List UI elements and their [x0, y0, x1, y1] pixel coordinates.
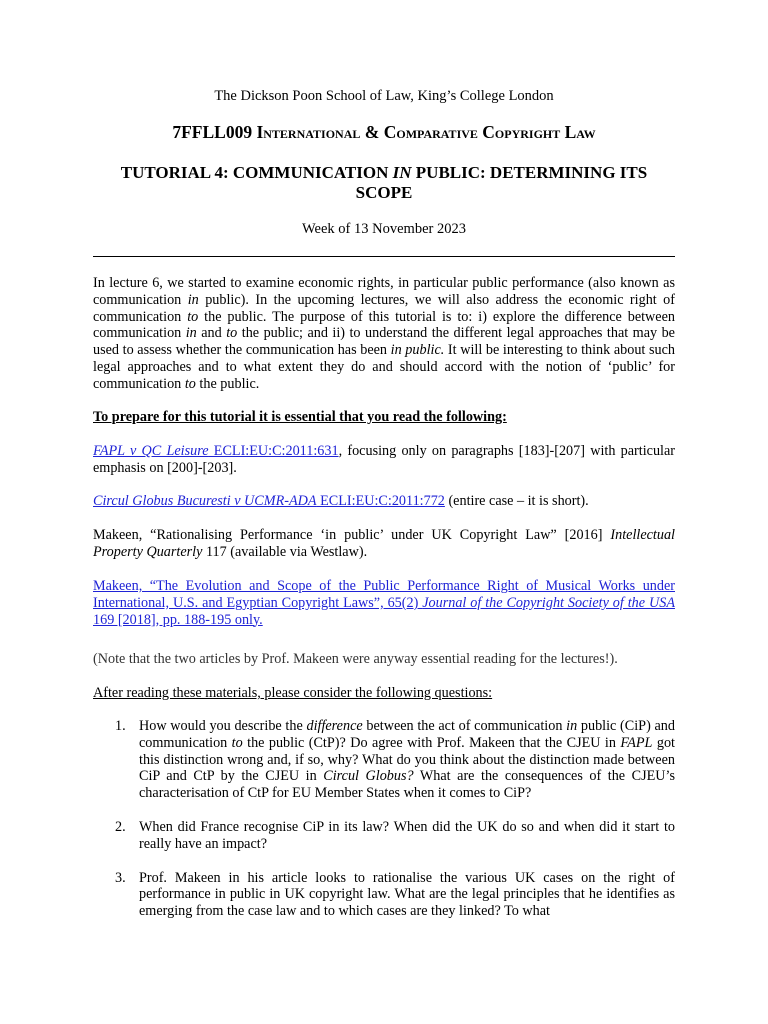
questions-heading: After reading these materials, please consider the following questions:	[93, 685, 493, 701]
reading-item-makeen-2016	[93, 527, 675, 561]
intro-text-5: the public; and ii) to understand the different legal approaches that may be used to assess whether the communication has been	[93, 325, 675, 359]
q1-emph-c: to	[231, 734, 243, 751]
intro-paragraph	[93, 275, 675, 393]
intro-text-1: In lecture 6, we started to examine economic rights, in particular public performance (also known as communication	[93, 275, 675, 308]
header-divider	[93, 256, 675, 257]
school-name: The Dickson Poon School of Law, King’s College London	[214, 88, 554, 104]
fapl-note: , focusing only on paragraphs [183]-[207] with particular emphasis on [200]-[203].	[93, 443, 676, 476]
intro-emph-2: to	[187, 308, 199, 325]
course-code: 7FFLL009	[172, 122, 253, 142]
q1-text-b: between the act of communication	[362, 718, 567, 734]
circul-globus-note: (entire case – it is short).	[444, 493, 589, 509]
tutorial-title-suffix: PUBLIC: DETERMINING ITS SCOPE	[355, 163, 648, 202]
reading-heading: To prepare for this tutorial it is essential that you read the following:	[93, 409, 507, 425]
intro-text-6: It will be interesting to think about such legal approaches and to what extent they do and should accord with the notion of ‘public’ for communication	[93, 342, 675, 392]
question-number: 3.	[115, 869, 126, 886]
course-name: International & Comparative Copyright Law	[256, 122, 596, 142]
makeen-2016-citation: Makeen, “Rationalising Performance ‘in public’ under UK Copyright Law” [2016]	[93, 527, 611, 543]
makeen-2016-note: 117 (available via Westlaw).	[202, 543, 368, 560]
fapl-case-name: FAPL v QC Leisure	[93, 443, 209, 459]
intro-emph-4: to	[226, 325, 238, 342]
tutorial-title-prefix: TUTORIAL 4: COMMUNICATION	[120, 163, 393, 182]
question-number: 2.	[115, 818, 126, 835]
questions-list	[93, 718, 675, 937]
q1-emph-b: in	[566, 718, 578, 734]
q1-text-c: public (CiP) and communication	[139, 718, 675, 751]
circul-globus-ecli: ECLI:EU:C:2011:772	[316, 493, 445, 509]
q1-text-d: the public (CtP)? Do agree with Prof. Makeen that the CJEU in	[242, 734, 621, 751]
question-item	[93, 870, 675, 920]
intro-text-3: the public. The purpose of this tutorial is to: i) explore the difference between communication	[93, 308, 675, 342]
tutorial-title	[93, 163, 675, 203]
intro-emph-5: in public.	[390, 342, 445, 359]
q1-text-f: What are the consequences of the CJEU’s characterisation of CtP for EU Member States when it comes to CiP?	[139, 768, 675, 802]
intro-emph-3: in	[185, 325, 197, 342]
q1-emph-e: Circul Globus?	[323, 768, 414, 785]
course-title	[93, 121, 675, 143]
makeen-2018-pages: 169 [2018], pp. 188-195 only.	[93, 611, 263, 628]
intro-text-4: and	[196, 325, 227, 342]
week-date: Week of 13 November 2023	[302, 221, 466, 237]
question-item	[93, 718, 675, 802]
q1-emph-d: FAPL	[620, 734, 653, 751]
q1-emph-a: difference	[306, 718, 363, 734]
q3-text: Prof. Makeen in his article looks to rationalise the various UK cases on the right of performance in public in UK copyright law. What are the legal principles that he identifies as emerging from the case law and to which cases are they linked? To what	[139, 869, 675, 920]
reading-item-fapl	[93, 443, 675, 477]
reading-item-circul-globus	[93, 493, 675, 510]
circul-globus-case-link[interactable]	[93, 493, 445, 509]
tutorial-title-emphasis: IN	[392, 163, 412, 182]
q1-text-a: How would you describe the	[139, 718, 307, 734]
fapl-ecli: ECLI:EU:C:2011:631	[208, 443, 339, 459]
makeen-2018-link[interactable]	[93, 578, 675, 628]
intro-emph-6: to	[184, 375, 196, 392]
circul-globus-case-name: Circul Globus Bucuresti v UCMR-ADA	[93, 493, 317, 509]
q1-text-e: got this distinction wrong and, if so, why? What do you think about the distinction made between CiP and CtP by the CJEU in	[139, 734, 675, 785]
fapl-case-link[interactable]	[93, 443, 339, 459]
reading-item-makeen-2018	[93, 578, 675, 628]
q2-text: When did France recognise CiP in its law? When did the UK do so and when did it start to really have an impact?	[139, 818, 675, 852]
question-number: 1.	[115, 718, 126, 734]
intro-emph-1: in	[187, 291, 199, 308]
makeen-2016-journal: Intellectual Property Quarterly	[93, 527, 675, 560]
question-item	[93, 819, 675, 853]
makeen-2018-citation: Makeen, “The Evolution and Scope of the Public Performance Right of Musical Works under International, U.S. and Egyptian Copyright Laws”, 65(2)	[93, 578, 675, 611]
intro-text-7: the public.	[195, 375, 260, 392]
intro-text-2: public). In the upcoming lectures, we will also address the economic right of communication	[93, 291, 675, 325]
makeen-2018-journal: Journal of the Copyright Society of the USA	[422, 594, 675, 611]
makeen-note: (Note that the two articles by Prof. Makeen were anyway essential reading for the lectures!).	[93, 651, 618, 667]
